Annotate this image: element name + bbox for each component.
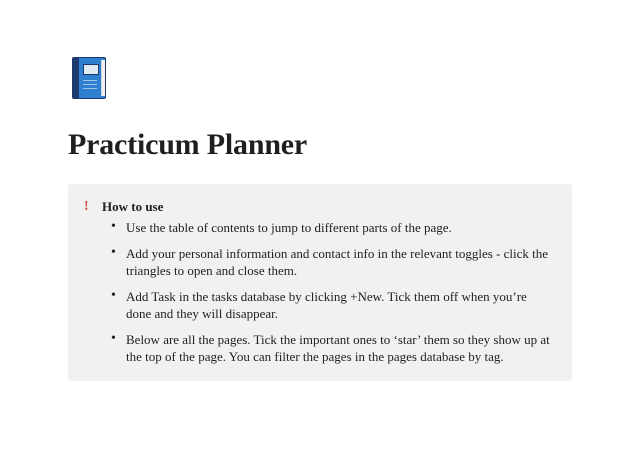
callout-heading: How to use — [102, 199, 164, 214]
how-to-use-callout — [68, 184, 572, 381]
right-margin — [628, 55, 640, 455]
exclamation-icon[interactable]: ! — [84, 199, 89, 214]
page-title[interactable]: Practicum Planner — [68, 128, 308, 161]
document-page — [0, 55, 640, 455]
callout-body — [100, 198, 554, 365]
page-icon[interactable] — [68, 55, 114, 101]
list-item: • Use the table of contents to jump to different parts of the page. — [124, 219, 554, 236]
book-line — [83, 80, 97, 81]
list-item: • Below are all the pages. Tick the important ones to ‘star’ them so they show up at the top of the page. You can filter the pages in the pages database by tag. — [124, 331, 554, 365]
book-label — [83, 64, 99, 75]
book-line — [83, 84, 97, 85]
list-item: • Add your personal information and contact info in the relevant toggles - click the triangles to open and close them. — [124, 245, 554, 279]
book-pages — [101, 60, 105, 96]
list-item: • Add Task in the tasks database by clicking +New. Tick them off when you’re done and they will disappear. — [124, 288, 554, 322]
how-to-use-list — [102, 219, 554, 365]
book-line — [83, 88, 97, 89]
blue-notebook-icon — [72, 57, 106, 99]
